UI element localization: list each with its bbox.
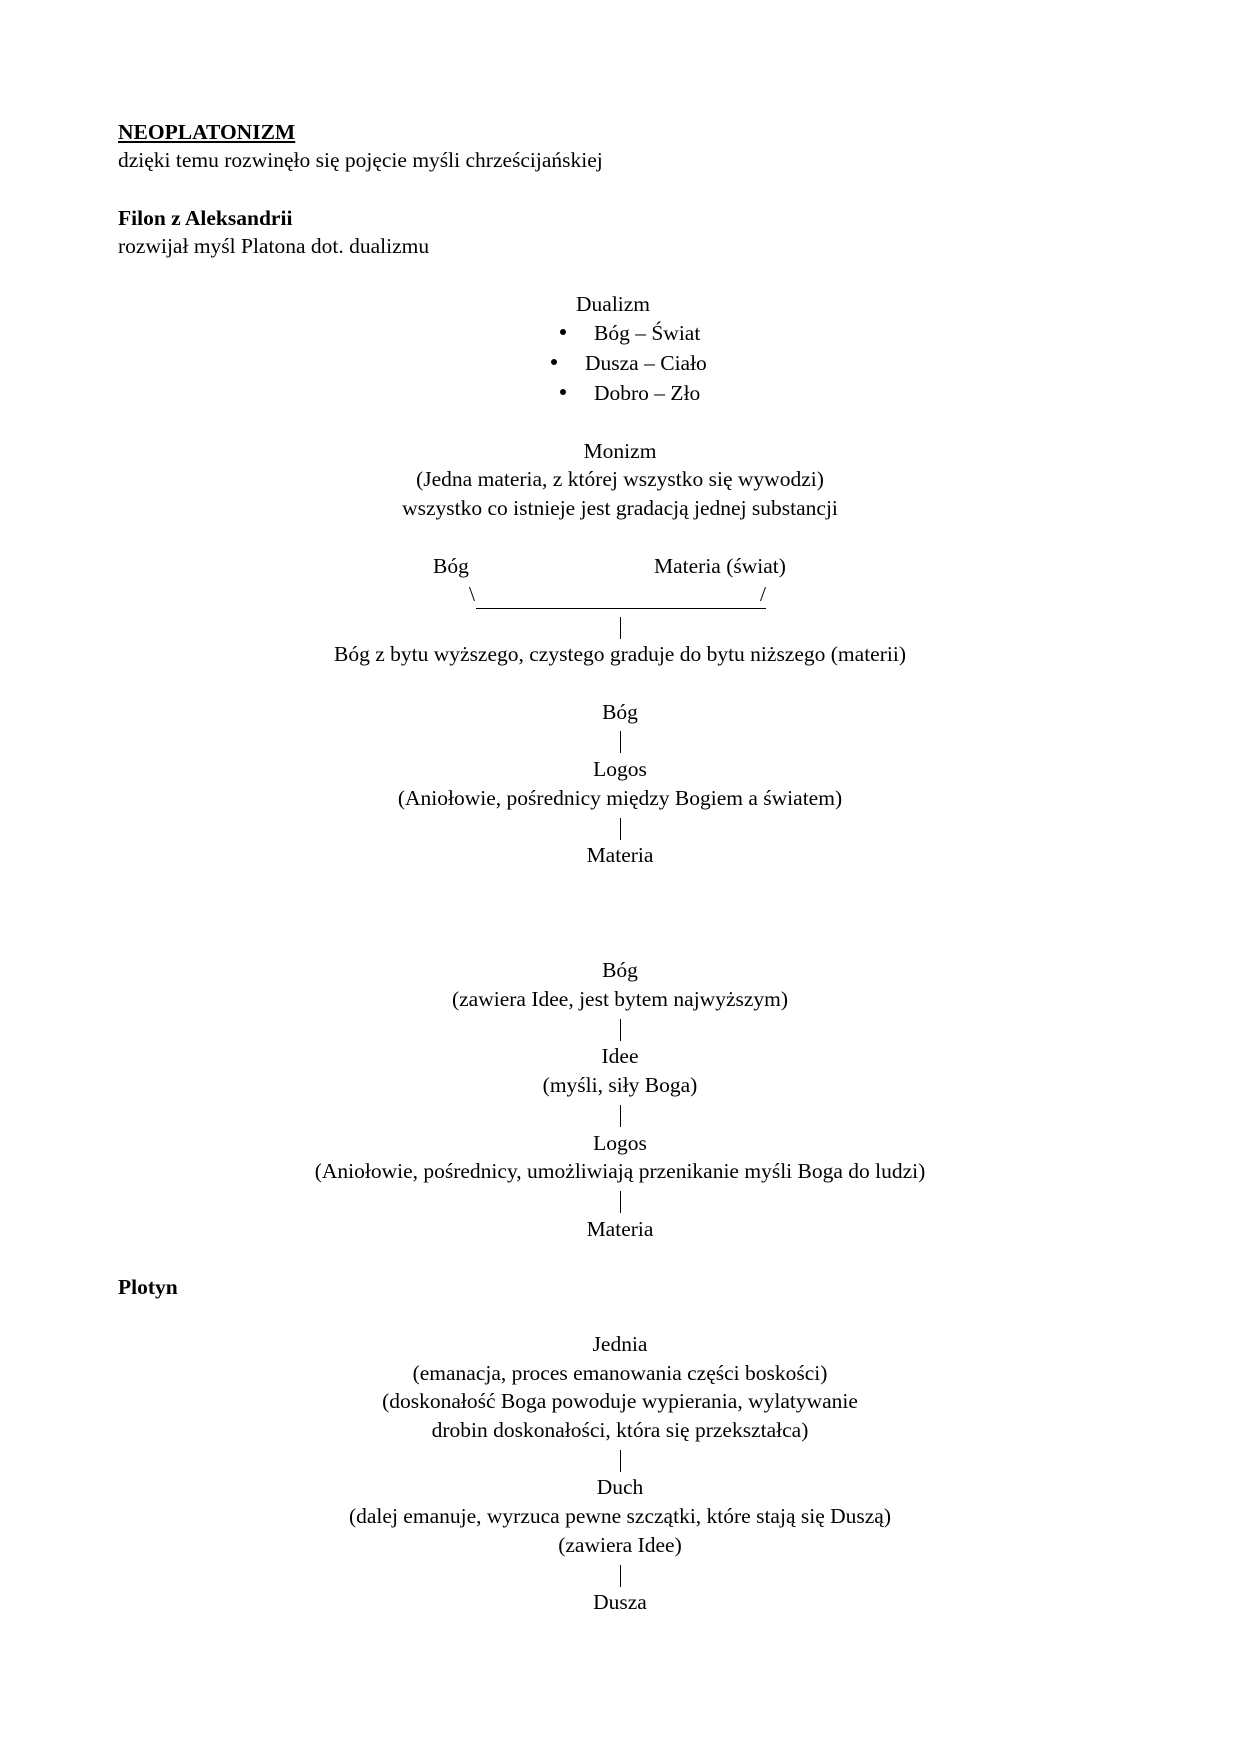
dualizm-item-text: Dusza – Ciało [585,351,707,375]
hierarchy1-node-materia: Materia [586,843,654,867]
diagram-right-label: Materia (świat) [654,554,786,578]
plotyn-connector [620,1565,621,1587]
diagram-left-label: Bóg [433,554,469,578]
hierarchy1-connector [620,731,621,753]
diagram-right-slash: / [760,582,766,606]
dualizm-item [560,379,700,408]
hierarchy2-node-logos: Logos [593,1131,647,1155]
plotyn-connector [620,1450,621,1472]
monizm-line-2: wszystko co istnieje jest gradacją jednej substancji [402,496,838,520]
dualizm-item [560,319,700,348]
plotyn-node-jednia-note-3: drobin doskonałości, która się przekształca) [431,1418,809,1442]
hierarchy1-node-bog: Bóg [602,700,638,724]
section-heading-plotyn: Plotyn [118,1275,178,1299]
filon-description: rozwijał myśl Platona dot. dualizmu [118,234,430,258]
hierarchy2-node-idee-note: (myśli, siły Boga) [542,1073,698,1097]
dualizm-item-text: Dobro – Zło [594,381,701,405]
plotyn-node-jednia-note-2: (doskonałość Boga powoduje wypierania, wylatywanie [382,1389,858,1413]
hierarchy2-node-materia: Materia [586,1217,654,1241]
hierarchy2-node-idee: Idee [601,1044,639,1068]
intro-text: dzięki temu rozwinęło się pojęcie myśli chrześcijańskiej [118,148,603,172]
section-heading-filon: Filon z Aleksandrii [118,206,293,230]
monizm-heading: Monizm [583,439,657,463]
monizm-line-1: (Jedna materia, z której wszystko się wywodzi) [416,467,824,491]
plotyn-node-duch-note-2: (zawiera Idee) [558,1533,682,1557]
diagram-left-slash: \ [469,582,475,606]
plotyn-node-duch-note-1: (dalej emanuje, wyrzuca pewne szczątki, które stają się Duszą) [348,1504,892,1528]
hierarchy2-node-bog: Bóg [602,958,638,982]
plotyn-node-dusza: Dusza [593,1590,647,1614]
dualizm-item [551,349,707,378]
bullet-icon [551,359,557,365]
diagram-vertical-connector [620,617,621,639]
plotyn-node-jednia-note-1: (emanacja, proces emanowania części boskości) [412,1361,828,1385]
diagram-caption: Bóg z bytu wyższego, czystego graduje do bytu niższego (materii) [334,642,906,666]
hierarchy1-connector [620,818,621,840]
plotyn-node-jednia: Jednia [592,1332,648,1356]
plotyn-node-duch: Duch [596,1475,644,1499]
hierarchy2-connector [620,1019,621,1041]
hierarchy2-connector [620,1191,621,1213]
bullet-icon [560,329,566,335]
hierarchy2-node-logos-note: (Aniołowie, pośrednicy, umożliwiają przenikanie myśli Boga do ludzi) [314,1159,926,1183]
diagram-horizontal-connector [476,608,766,609]
hierarchy1-node-logos: Logos [593,757,647,781]
dualizm-item-text: Bóg – Świat [594,321,701,345]
hierarchy2-node-bog-note: (zawiera Idee, jest bytem najwyższym) [451,987,789,1011]
hierarchy2-connector [620,1105,621,1127]
bullet-icon [560,389,566,395]
hierarchy1-node-logos-note: (Aniołowie, pośrednicy między Bogiem a światem) [397,786,843,810]
dualizm-heading: Dualizm [576,292,651,316]
document-title: NEOPLATONIZM [118,120,296,144]
